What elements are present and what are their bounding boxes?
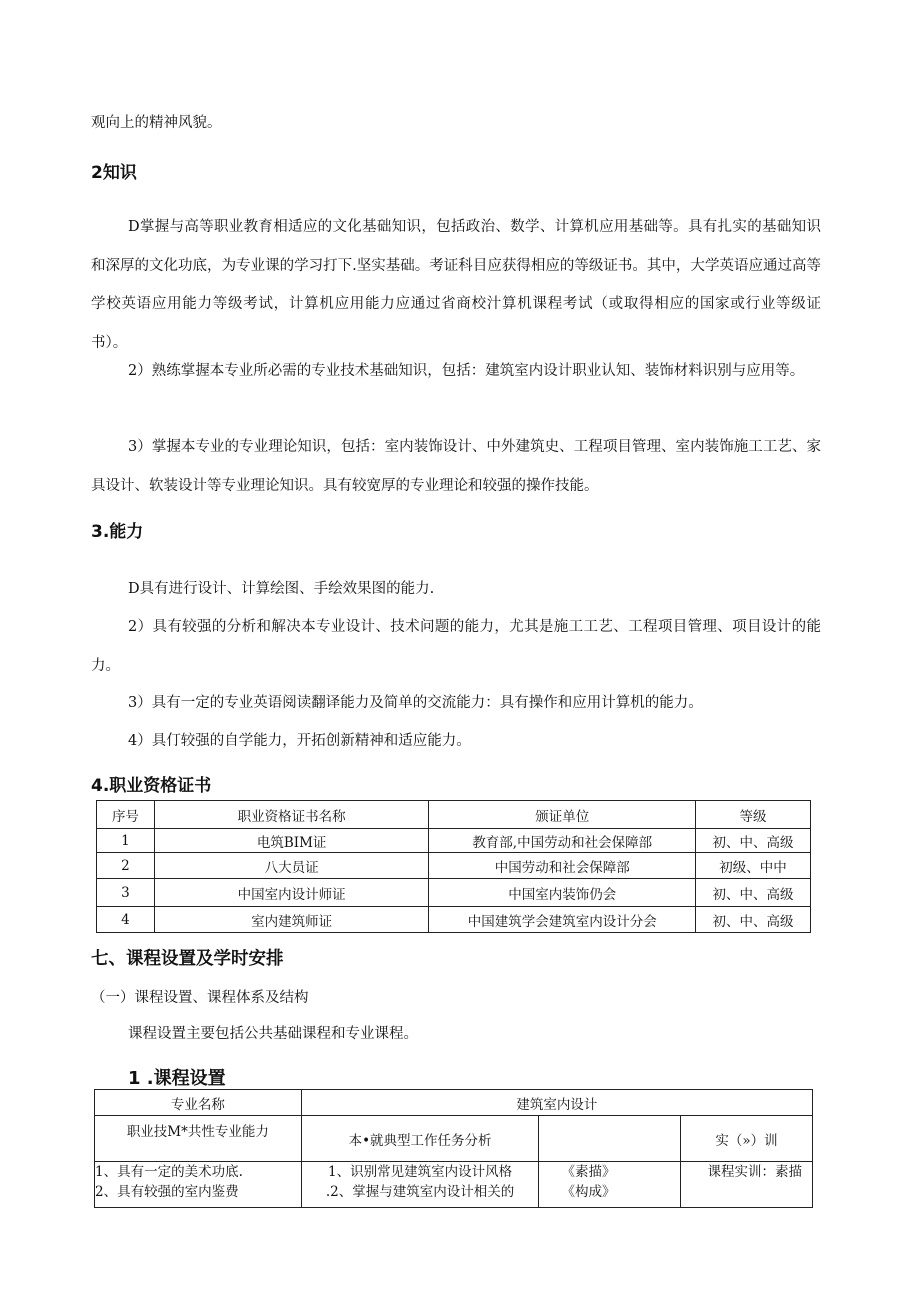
certificates-heading: 4.职业资格证书 [91, 776, 212, 796]
table-cell [95, 1162, 302, 1208]
table-cell [539, 1162, 681, 1208]
ability-item-3: 3）具有一定的专业英语阅读翻译能力及简单的交流能力：具有操作和应用计算机的能力。 [128, 695, 703, 711]
section7-paragraph: 课程设置主要包括公共基础课程和专业课程。 [128, 1026, 418, 1042]
ability-heading: 3.能力 [91, 522, 144, 542]
table-row [97, 829, 811, 853]
table-cell: 教育部,中国劳动和社会保障部 [429, 829, 696, 853]
col4-line: 课程实训：素描 [707, 1164, 802, 1180]
ability-item-2: 2）具有较强的分析和解决本专业设计、技术问题的能力，尤其是施工工艺、工程项目管理、项目设计的能力。 [91, 619, 821, 674]
table-cell: 电筑BIM证 [154, 829, 428, 853]
major-value: 建筑室内设计 [301, 1090, 812, 1116]
knowledge-item-3: 3）掌握本专业的专业理论知识，包括：室内装饰设计、中外建筑史、工程项目管理、室内装饰施工工艺、家具设计、软装设计等专业理论知识。具有较宽厚的专业理论和较强的操作技能。 [91, 439, 821, 494]
table-cell: 室内建筑师证 [154, 907, 428, 933]
course-table [94, 1089, 813, 1208]
section7-heading: 七、课程设置及学时安排 [91, 949, 284, 969]
table-cell: 中国室内装饰仍会 [429, 879, 696, 907]
table-cell: 中国劳动和社会保障部 [429, 853, 696, 879]
col2-line: .2、掌握与建筑室内设计相关的 [325, 1184, 515, 1200]
knowledge-item-1: D掌握与高等职业教育相适应的文化基础知识，包括政治、数学、计算机应用基础等。具有扎实的基础知识和深厚的文化功底，为专业课的学习打下.坚实基础。考证科目应获得相应的等级证书。其中，大学英语应通过高等学校英语应用能力等级考试，计算机应用能力应通过省商校汁算机课程考试（或取得相应的国家或行业等级证书）。 [91, 219, 821, 351]
table-row [95, 1090, 813, 1116]
ability-item-1: D具有进行设计、计算绘图、手绘效果图的能力. [128, 581, 435, 597]
header-cell: 职业资格证书名称 [154, 801, 428, 829]
table-cell [681, 1162, 813, 1208]
ability-item-4: 4）具仃较强的自学能力，开拓创新精神和适应能力。 [128, 733, 471, 749]
knowledge-heading: 2知识 [91, 163, 137, 183]
major-label: 专业名称 [95, 1090, 302, 1116]
certificate-table-header [97, 801, 811, 829]
header-cell: 颁证单位 [429, 801, 696, 829]
table-cell: 八大员证 [154, 853, 428, 879]
col2-line: 1、识别常见建筑室内设计风格 [328, 1164, 513, 1180]
table-cell: 初级、中中 [696, 853, 811, 879]
table-cell: 中国建筑学会建筑室内设计分会 [429, 907, 696, 933]
table-row [95, 1162, 813, 1208]
col3-line: 《构成》 [561, 1184, 616, 1200]
col1-line: 2、具有较强的室内鉴费 [95, 1184, 239, 1200]
table-cell: 中国室内设计师证 [154, 879, 428, 907]
empty-cell [539, 1116, 681, 1162]
certificate-table [96, 800, 811, 933]
table-cell: 初、中、高级 [696, 829, 811, 853]
table-cell: 2 [97, 853, 155, 879]
header-cell: 序号 [97, 801, 155, 829]
table-cell: 3 [97, 879, 155, 907]
col2-header: 本•就典型工作任务分析 [301, 1116, 539, 1162]
table-row [95, 1116, 813, 1162]
table-cell: 初、中、高级 [696, 907, 811, 933]
table-cell [301, 1162, 539, 1208]
table-cell: 初、中、高级 [696, 879, 811, 907]
col1-header: 职业技M*共性专业能力 [95, 1116, 302, 1162]
col4-header: 实（»）训 [681, 1116, 813, 1162]
knowledge-item-2: 2）熟练掌握本专业所必需的专业技术基础知识，包括：建筑室内设计职业认知、装饰材料识别与应用等。 [128, 363, 805, 379]
table-cell: 1 [97, 829, 155, 853]
col3-line: 《素描》 [561, 1164, 616, 1180]
intro-line: 观向上的精神风貌。 [91, 115, 222, 131]
table-row [97, 853, 811, 879]
table-row [97, 879, 811, 907]
table-cell: 4 [97, 907, 155, 933]
course-heading: 1 .课程设置 [128, 1068, 226, 1089]
header-cell: 等级 [696, 801, 811, 829]
section7-subheading: （一）课程设置、课程体系及结构 [91, 990, 309, 1006]
col1-line: 1、具有一定的美术功底. [95, 1164, 243, 1180]
table-row [97, 907, 811, 933]
